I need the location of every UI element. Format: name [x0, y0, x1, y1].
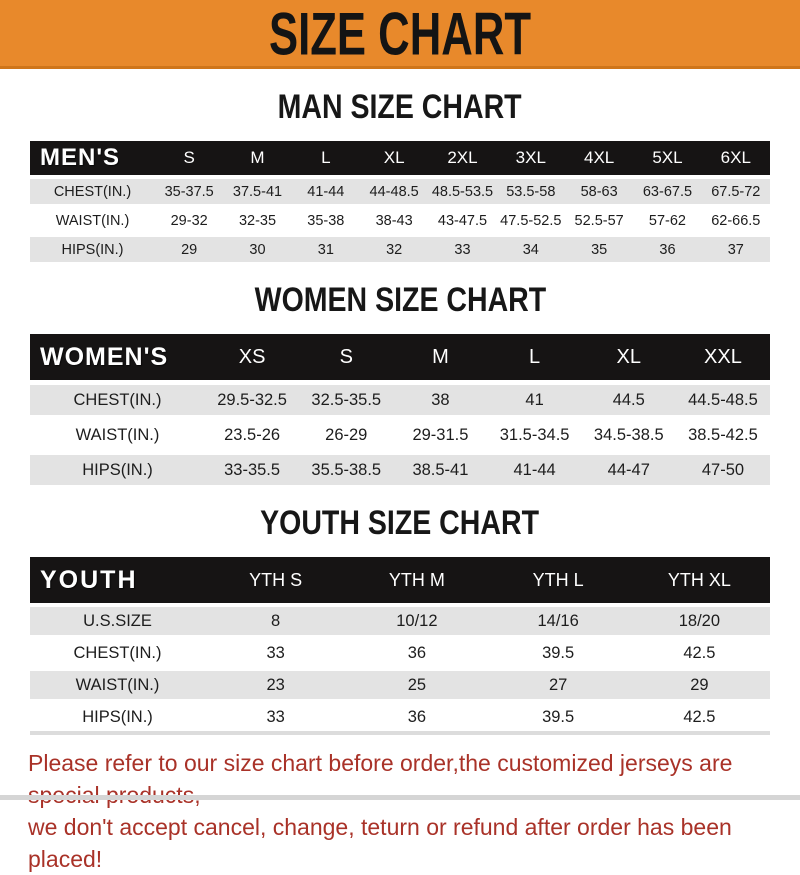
- cell-value: 44.5: [612, 390, 645, 409]
- banner-title: SIZE CHART: [268, 0, 532, 68]
- cell-value: 39.5: [542, 707, 575, 726]
- banner: [0, 0, 800, 69]
- cell-value: 31.5-34.5: [499, 425, 570, 444]
- men-size-header: 3XL: [515, 148, 546, 167]
- cell-value: 63-67.5: [642, 183, 693, 200]
- order-policy-note-line2: we don't accept cancel, change, teturn or refund after order has been placed!: [28, 814, 732, 872]
- cell-value: 37: [727, 241, 744, 258]
- cell-value: 44-47: [607, 460, 650, 479]
- cell-value: 52.5-57: [574, 212, 624, 229]
- women-size-header: XL: [616, 345, 641, 368]
- cell-value: 23.5-26: [224, 425, 281, 444]
- cell-value: 23: [266, 675, 285, 694]
- cell-value: 36: [407, 707, 427, 726]
- cell-value: 33: [266, 643, 285, 662]
- women-size-table: [30, 334, 770, 485]
- cell-value: 35-38: [307, 212, 345, 229]
- women-size-header: S: [339, 345, 353, 368]
- cell-value: 33: [454, 241, 471, 258]
- youth-size-header: YTH L: [532, 569, 584, 590]
- men-size-header: L: [321, 148, 331, 167]
- cell-value: 37.5-41: [232, 183, 283, 200]
- cell-value: 41-44: [513, 460, 556, 479]
- youth-size-header: YTH M: [388, 569, 445, 590]
- women-hips-row: [30, 455, 770, 485]
- women-table-header-row: [30, 334, 770, 380]
- cell-value: 41-44: [307, 183, 345, 200]
- youth-chest-row: [30, 639, 770, 667]
- cell-value: 42.5: [683, 707, 716, 726]
- youth-table-header-row: [30, 557, 770, 603]
- youth-hips-row: [30, 703, 770, 731]
- men-size-header: XL: [383, 148, 405, 167]
- cell-value: 34.5-38.5: [593, 425, 664, 444]
- cell-value: 29: [690, 675, 709, 694]
- women-waist-row: [30, 420, 770, 450]
- youth-waist-row: [30, 671, 770, 699]
- cell-value: 48.5-53.5: [431, 183, 494, 200]
- men-size-table: [30, 141, 770, 262]
- cell-value: 35-37.5: [164, 183, 214, 200]
- youth-ussize-row: [30, 607, 770, 635]
- row-label: WAIST(IN.): [55, 212, 130, 229]
- bottom-edge-strip: [0, 795, 800, 800]
- men-size-header: M: [250, 148, 265, 167]
- cell-value: 36: [659, 241, 676, 258]
- cell-value: 38: [431, 390, 450, 409]
- cell-value: 58-63: [580, 183, 618, 200]
- row-label: CHEST(IN.): [73, 390, 162, 409]
- men-size-header: 4XL: [584, 148, 615, 167]
- row-label: HIPS(IN.): [61, 241, 124, 258]
- men-size-header: 2XL: [447, 148, 478, 167]
- row-label: CHEST(IN.): [53, 183, 132, 200]
- women-size-header: XXL: [704, 345, 742, 368]
- order-policy-note-line1: Please refer to our size chart before order,the customized jerseys are: [28, 750, 733, 776]
- men-section-heading-text: MAN SIZE CHART: [277, 87, 523, 126]
- row-label: HIPS(IN.): [82, 707, 153, 726]
- row-label: HIPS(IN.): [82, 460, 153, 479]
- cell-value: 43-47.5: [437, 212, 488, 229]
- youth-section-heading: [0, 505, 800, 541]
- men-chest-row: [30, 179, 770, 204]
- order-policy-note: [28, 747, 772, 875]
- cell-value: 30: [249, 241, 266, 258]
- youth-section-heading-text: YOUTH SIZE CHART: [260, 503, 540, 542]
- cell-value: 14/16: [537, 611, 579, 630]
- cell-value: 41: [525, 390, 544, 409]
- cell-value: 44-48.5: [369, 183, 419, 200]
- cell-value: 25: [407, 675, 427, 694]
- cell-value: 18/20: [678, 611, 721, 630]
- men-size-header: 5XL: [652, 148, 683, 167]
- cell-value: 32-35: [238, 212, 277, 229]
- cell-value: 47.5-52.5: [500, 212, 562, 229]
- cell-value: 8: [271, 611, 281, 630]
- men-table-header-row: [30, 141, 770, 175]
- row-label: WAIST(IN.): [75, 675, 160, 694]
- row-label: CHEST(IN.): [73, 643, 162, 662]
- row-label: U.S.SIZE: [83, 611, 152, 630]
- cell-value: 29-31.5: [412, 425, 469, 444]
- cell-value: 26-29: [325, 425, 368, 444]
- cell-value: 32: [386, 241, 403, 258]
- cell-value: 10/12: [396, 611, 438, 630]
- cell-value: 42.5: [683, 643, 716, 662]
- cell-value: 39.5: [542, 643, 575, 662]
- cell-value: 32.5-35.5: [311, 390, 382, 409]
- cell-value: 27: [548, 675, 568, 694]
- cell-value: 38-43: [375, 212, 413, 229]
- cell-value: 29.5-32.5: [217, 390, 287, 409]
- cell-value: 29: [181, 241, 198, 258]
- cell-value: 53.5-58: [506, 183, 556, 200]
- cell-value: 47-50: [701, 460, 745, 479]
- cell-value: 57-62: [648, 212, 686, 229]
- men-waist-row: [30, 208, 770, 233]
- cell-value: 35: [591, 241, 608, 258]
- men-table-corner: MEN'S: [40, 144, 121, 171]
- youth-size-header: YTH S: [249, 569, 303, 590]
- cell-value: 38.5-41: [412, 460, 469, 479]
- women-size-header: XS: [238, 345, 266, 368]
- cell-value: 34: [522, 241, 539, 258]
- women-table-corner: WOMEN'S: [40, 342, 169, 371]
- men-size-header: 6XL: [720, 148, 751, 167]
- cell-value: 44.5-48.5: [688, 390, 758, 409]
- row-label: WAIST(IN.): [75, 425, 160, 444]
- men-section-heading: [0, 69, 800, 125]
- men-hips-row: [30, 237, 770, 262]
- cell-value: 35.5-38.5: [311, 460, 382, 479]
- men-size-header: S: [183, 148, 195, 167]
- cell-value: 31: [317, 241, 334, 258]
- youth-size-header: YTH XL: [667, 569, 731, 590]
- cell-value: 38.5-42.5: [688, 425, 758, 444]
- women-size-header: L: [529, 345, 541, 368]
- women-size-header: M: [432, 345, 449, 368]
- women-section-heading-text: WOMEN SIZE CHART: [254, 280, 546, 319]
- women-section-heading: [0, 282, 800, 318]
- cell-value: 33: [266, 707, 285, 726]
- cell-value: 36: [407, 643, 427, 662]
- cell-value: 29-32: [170, 212, 208, 229]
- cell-value: 33-35.5: [224, 460, 281, 479]
- cell-value: 67.5-72: [711, 183, 761, 200]
- women-chest-row: [30, 385, 770, 415]
- youth-size-table: [30, 557, 770, 735]
- cell-value: 62-66.5: [711, 212, 761, 229]
- youth-table-corner: YOUTH: [40, 565, 138, 594]
